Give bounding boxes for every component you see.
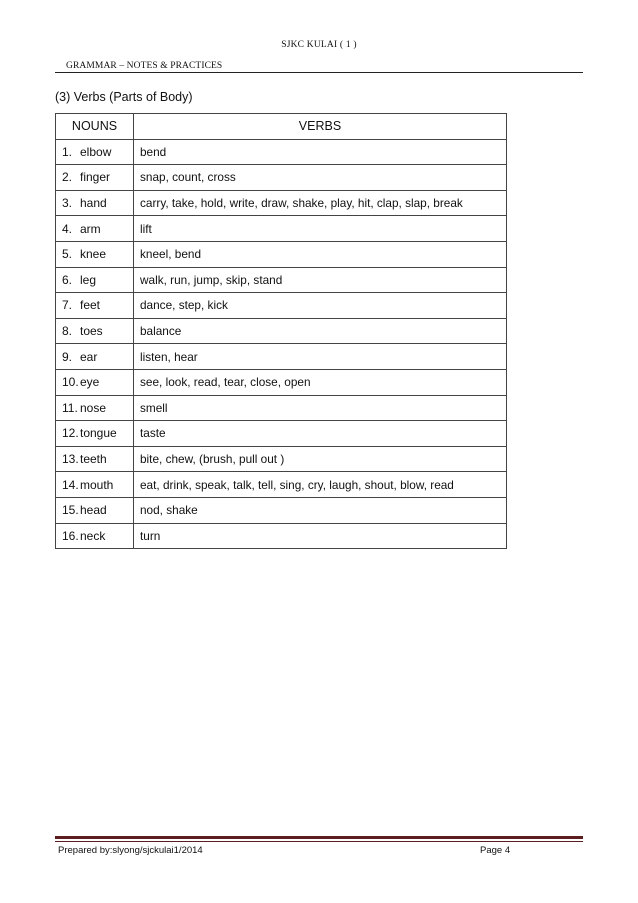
verb-cell: walk, run, jump, skip, stand [134,267,507,293]
verb-cell: listen, hear [134,344,507,370]
verb-cell: kneel, bend [134,241,507,267]
noun-cell [56,190,134,216]
header-nouns: NOUNS [56,114,134,140]
noun-cell [56,165,134,191]
header-verbs: VERBS [134,114,507,140]
table-row [56,165,507,191]
row-number: 3. [62,196,73,211]
verb-cell: bend [134,139,507,165]
row-number: 14. [62,477,79,492]
table-row [56,472,507,498]
noun-text: toes [80,324,103,339]
table-row [56,216,507,242]
noun-cell [56,523,134,549]
verb-cell: taste [134,421,507,447]
noun-text: head [80,503,107,518]
row-number: 1. [62,144,73,159]
verb-cell: lift [134,216,507,242]
row-number: 13. [62,452,79,467]
row-number: 15. [62,503,79,518]
table-row [56,293,507,319]
verb-cell: smell [134,395,507,421]
noun-text: nose [80,400,107,415]
noun-text: hand [80,196,107,211]
row-number: 6. [62,272,73,287]
noun-cell [56,369,134,395]
noun-cell [56,293,134,319]
noun-text: finger [80,170,111,185]
noun-cell [56,241,134,267]
table-row [56,395,507,421]
noun-cell [56,344,134,370]
footer-rule-thin [55,841,583,842]
noun-cell [56,318,134,344]
verb-cell: eat, drink, speak, talk, tell, sing, cry, laugh, shout, blow, read [134,472,507,498]
header-school-name: SJKC KULAI ( 1 ) [281,40,357,50]
table-header-row [56,114,507,140]
noun-text: teeth [80,452,107,467]
noun-text: tongue [80,426,117,441]
verb-cell: carry, take, hold, write, draw, shake, play, hit, clap, slap, break [134,190,507,216]
row-number: 2. [62,170,73,185]
row-number: 7. [62,298,73,313]
verb-cell: dance, step, kick [134,293,507,319]
row-number: 5. [62,247,73,262]
verb-cell: balance [134,318,507,344]
table-row [56,190,507,216]
noun-text: leg [80,272,97,287]
noun-cell [56,472,134,498]
noun-cell [56,395,134,421]
row-number: 11. [62,400,78,415]
table-body [56,139,507,549]
verb-cell: snap, count, cross [134,165,507,191]
verb-cell: nod, shake [134,497,507,523]
header-subject: GRAMMAR – NOTES & PRACTICES [66,61,223,71]
footer-rule-thick [55,836,583,839]
noun-text: eye [80,375,100,390]
table-row [56,446,507,472]
table-row [56,421,507,447]
noun-cell [56,497,134,523]
noun-text: knee [80,247,107,262]
row-number: 4. [62,221,73,236]
table-row [56,523,507,549]
noun-text: neck [80,528,106,543]
table-row [56,497,507,523]
noun-cell [56,139,134,165]
row-number: 10. [62,375,79,390]
noun-text: arm [80,221,101,236]
noun-cell [56,446,134,472]
table-row [56,344,507,370]
section-title: (3) Verbs (Parts of Body) [55,90,193,104]
noun-cell [56,267,134,293]
footer-page-number: Page 4 [480,845,511,856]
table-row [56,241,507,267]
row-number: 9. [62,349,73,364]
noun-cell [56,216,134,242]
row-number: 12. [62,426,79,441]
row-number: 16. [62,528,79,543]
verb-cell: turn [134,523,507,549]
nouns-verbs-table [55,113,507,549]
table-row [56,318,507,344]
table-row [56,267,507,293]
noun-text: feet [80,298,101,313]
noun-text: mouth [80,477,114,492]
footer-prepared-by: Prepared by:slyong/sjckulai1/2014 [58,845,203,856]
noun-text: ear [80,349,98,364]
verb-cell: bite, chew, (brush, pull out ) [134,446,507,472]
row-number: 8. [62,324,73,339]
table-row [56,139,507,165]
table-row [56,369,507,395]
noun-cell [56,421,134,447]
noun-text: elbow [80,144,112,159]
verb-cell: see, look, read, tear, close, open [134,369,507,395]
header-rule [55,72,583,73]
